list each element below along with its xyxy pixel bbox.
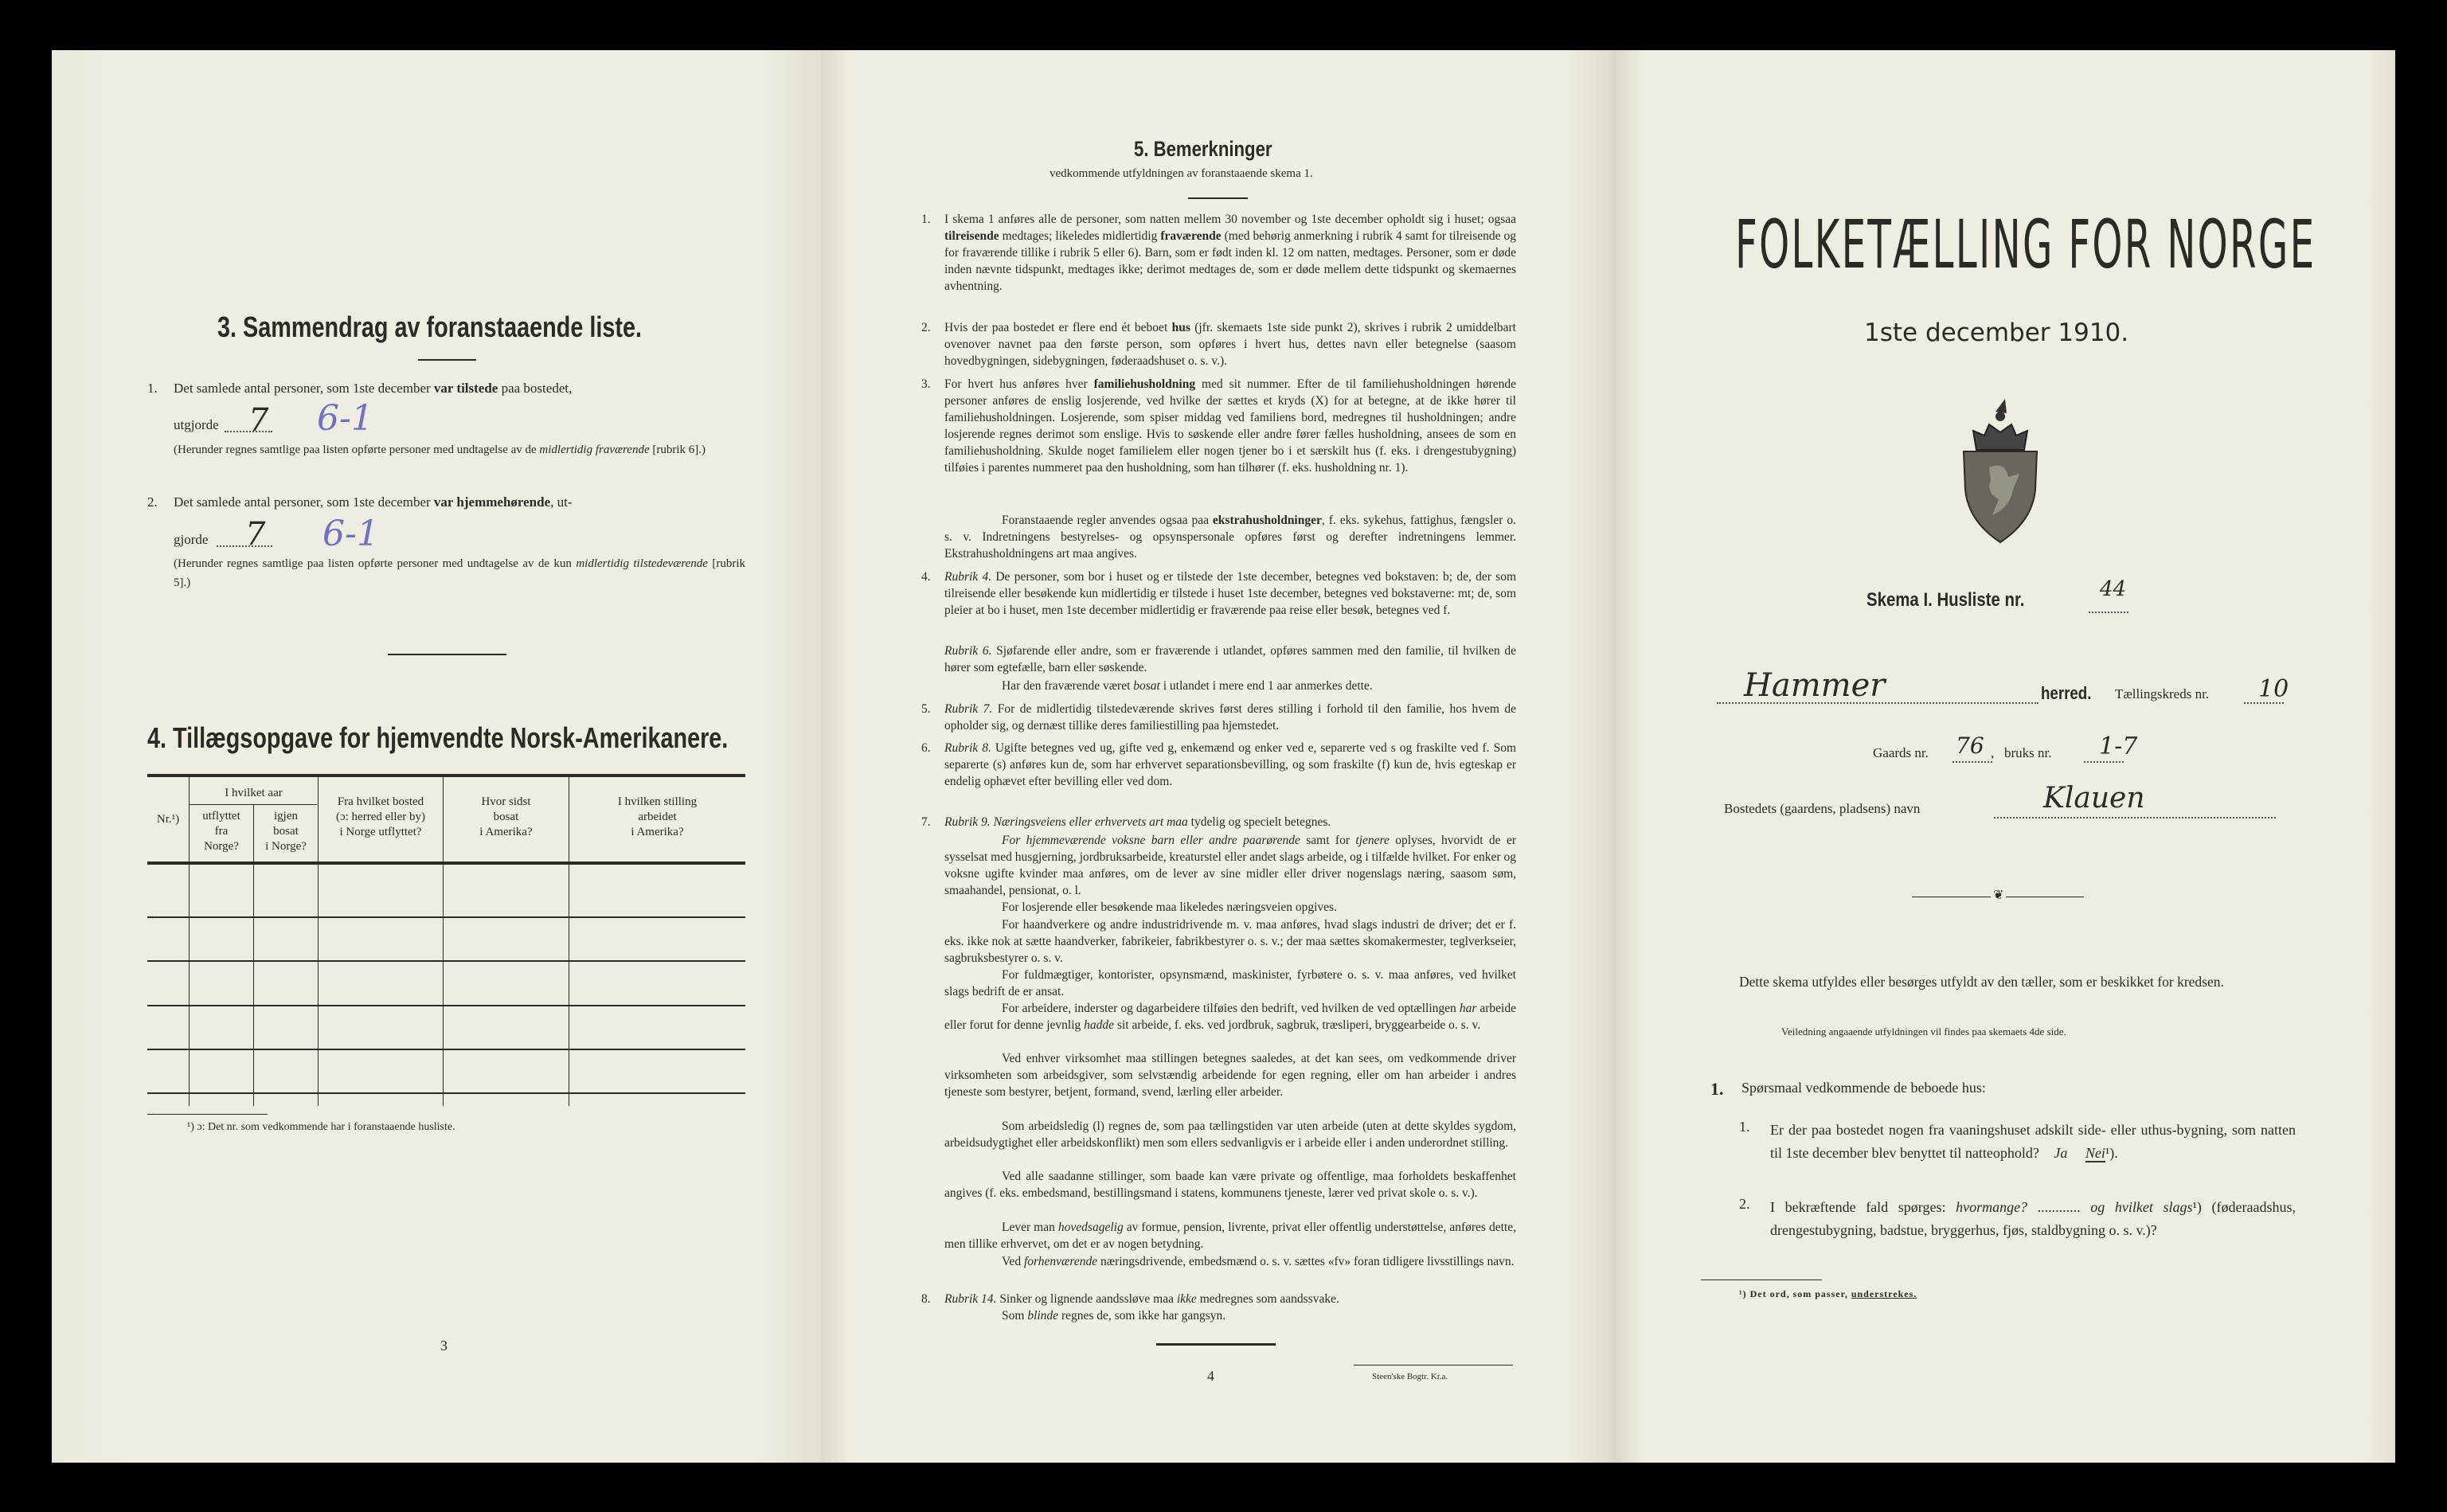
text-segment: hvormange?	[1956, 1199, 2028, 1215]
text-segment: midlertidig fraværende	[539, 443, 650, 456]
remark-7-former	[944, 1253, 1516, 1270]
herred-label	[2041, 683, 2101, 704]
coat-of-arms-icon	[1957, 394, 2043, 544]
header-nr: Nr.¹)	[156, 813, 180, 826]
remark-7-position	[944, 1050, 1516, 1100]
text-segment: Ved	[1002, 1255, 1024, 1268]
remarks-title	[1134, 137, 1303, 162]
kreds-value: 10	[2258, 675, 2289, 703]
heading-text: 4. Tillægsopgave for hjemvendte Norsk-Amerikanere.	[147, 721, 729, 754]
footnote	[1739, 1288, 1917, 1300]
text-segment: fraværende	[1160, 229, 1222, 243]
item-number: 2.	[921, 321, 931, 334]
question-number: 2.	[1739, 1196, 1750, 1212]
printer-credit: Steen'ske Bogtr. Kr.a.	[1372, 1372, 1448, 1381]
text-segment: samt for	[1300, 834, 1356, 847]
page-3-summary	[52, 50, 821, 1463]
text-segment: Rubrik 9.	[944, 815, 991, 829]
text-segment: var tilstede	[433, 381, 498, 396]
section-number: 1.	[1710, 1079, 1724, 1099]
text-segment: hus	[1171, 321, 1190, 334]
table-row	[147, 960, 745, 962]
item-number: 8.	[921, 1292, 931, 1306]
header-returned: igjen bosat i Norge?	[265, 810, 307, 853]
text-segment: For arbeidere, inderster og dagarbeidere tilføies den bedrift, ved hvilken de ved optællingen	[1002, 1002, 1460, 1015]
text-segment: tilreisende	[944, 229, 999, 243]
text-segment: og hvilket slags	[2090, 1199, 2193, 1215]
question-2	[1770, 1196, 2296, 1241]
text-segment: har	[1459, 1002, 1477, 1015]
fill-line	[2089, 611, 2128, 613]
title-text: FOLKETÆLLING FOR NORGE	[1735, 205, 2316, 283]
text-segment: Sjøfarende eller andre, som er fraværende i utlandet, opføres sammen med den familie, til hvilken de hører som egtefælle, barn eller søskende.	[944, 644, 1517, 674]
text-segment: familiehusholdning	[1093, 377, 1196, 391]
handwritten-corrected-count: 6-1	[317, 398, 373, 439]
handwritten-count: 7	[245, 516, 266, 553]
remark-8-blind	[944, 1307, 1516, 1324]
remarks-subtitle: vedkommende utfyldningen av foranstaaende skema 1.	[1050, 167, 1313, 180]
text-segment: , ut-	[550, 494, 573, 510]
question-1-text: Er der paa bostedet nogen fra vaaningshuset adskilt side- eller uthus-bygning, som natten til 1ste december blev benyttet til natteophold?	[1770, 1122, 2296, 1161]
answer-nei-underlined[interactable]: Nei	[2085, 1144, 2105, 1161]
footnote-underlined: understrekes.	[1851, 1288, 1917, 1299]
text-segment: sit arbeide, f. eks. ved jordbruk, sagbruk, træsliperi, bryggearbeide o. s. v.	[1114, 1018, 1481, 1032]
text-segment: ekstrahusholdninger	[1212, 514, 1322, 527]
text-segment: (Herunder regnes samtlige paa listen opførte personer med undtagelse av de	[174, 443, 540, 456]
text-segment: Som	[1002, 1309, 1028, 1323]
text-segment: i utlandet i mere end 1 aar anmerkes dette.	[1159, 679, 1373, 693]
table-header-rule	[147, 861, 745, 865]
text-segment: tjenere	[1355, 834, 1390, 847]
remark-7	[944, 814, 1516, 830]
text-segment: medregnes som aandssvake.	[1196, 1292, 1339, 1306]
text-segment: av formue, pension, livrente, privat eller offentlig understøttelse, anføres dette, men tillike erhvervet, om det er av nogen betydning.	[944, 1221, 1516, 1251]
text-segment: Rubrik 4.	[944, 570, 992, 584]
text-segment: Næringsveiens eller erhvervets art maa	[993, 815, 1188, 829]
item-2-text	[174, 494, 573, 510]
text-segment: arbeide eller forut for denne jevnlig	[944, 1002, 1516, 1032]
text-segment: Sinker og lignende aandssløve maa	[996, 1292, 1177, 1306]
text-segment: For losjerende eller besøkende maa likeledes næringsveien opgives.	[1002, 901, 1337, 914]
table-top-rule	[147, 774, 745, 777]
item-number: 3.	[921, 377, 931, 391]
remark-7-income	[944, 1219, 1516, 1252]
kreds-label: Tællingskreds nr.	[2115, 686, 2210, 701]
text-segment: I skema 1 anføres alle de personer, som natten mellem 30 november og 1ste december opholdt sig i huset; ogsaa	[944, 213, 1516, 226]
footnote-ref: ¹).	[2105, 1144, 2118, 1161]
remark-4-bosat	[944, 678, 1516, 694]
text-segment: Rubrik 8.	[944, 741, 991, 755]
section-4-heading	[147, 721, 874, 755]
husliste-number: 44	[2100, 577, 2127, 601]
text-segment: hadde	[1084, 1018, 1115, 1032]
text-segment: Lever man	[1002, 1221, 1058, 1234]
skema-text: Skema I. Husliste nr.	[1867, 589, 2025, 611]
text-segment: Rubrik 6.	[944, 644, 992, 658]
text-segment: næringsdrivende, embedsmænd o. s. v. sættes «fv» foran tidligere livsstillings navn.	[1097, 1255, 1515, 1268]
header-year-group: I hvilket aar	[225, 787, 283, 799]
table-row	[147, 1092, 745, 1094]
remark-7-family	[944, 832, 1516, 899]
text-segment: For hjemmeværende voksne barn eller andre paarørende	[1002, 834, 1300, 847]
footnote-rule	[147, 1114, 268, 1115]
section-title: Spørsmaal vedkommende de beboede hus:	[1741, 1080, 1986, 1096]
text-segment: Ved alle saadanne stillinger, som baade kan være private og offentlige, maa forholdets beskaffenhet angives (f. eks. embedsmand, bestillingsmand i statens, kommunens tjeneste, lærer ved privat skole o. s. v.).	[944, 1170, 1516, 1200]
text-segment: De personer, som bor i huset og er tilstede der 1ste december, betegnes ved bokstaven: b; de, der som tilreisende eller besøkende kun midlertidig er tilstede i huset 1ste december, betegnes ved bokstaverne: mt; de, som pleier at bo i huset, men 1ste december midlertidig er fraværende paa reise eller besøk, betegnes ved f.	[944, 570, 1517, 617]
item-number: 1.	[921, 213, 931, 226]
bruks-value: 1-7	[2099, 733, 2138, 760]
text-segment: Det samlede antal personer, som 1ste december	[174, 494, 434, 510]
header-occupation: I hvilken stilling arbeidet i Amerika?	[617, 795, 698, 838]
text-segment: medtages; likeledes midlertidig	[999, 229, 1161, 243]
handwritten-count: 7	[248, 402, 269, 439]
item-1-text	[174, 381, 745, 397]
text-segment: Det samlede antal personer, som 1ste december	[174, 381, 434, 396]
remark-3	[944, 376, 1516, 476]
handwritten-corrected-count: 6-1	[322, 514, 379, 554]
fill-label: gjorde	[174, 532, 209, 547]
text-segment: [rubrik 6].)	[649, 443, 706, 456]
remark-7-craftsmen	[944, 916, 1516, 967]
text-segment: paa bostedet,	[498, 381, 573, 396]
text-segment: ikke	[1176, 1292, 1197, 1306]
text-segment: Rubrik 7.	[944, 702, 993, 716]
footnote: ¹) ɔ: Det nr. som vedkommende har i foranstaaende husliste.	[187, 1121, 455, 1133]
table-row	[147, 1049, 745, 1050]
gaards-value: 76	[1956, 733, 1984, 759]
remark-7-clerks	[944, 967, 1516, 1000]
remark-7-public	[944, 1168, 1516, 1201]
bruks-label: , bruks nr.	[1991, 745, 2052, 760]
heading-text: 3. Sammendrag av foranstaaende liste.	[217, 311, 643, 343]
remark-8	[944, 1291, 1516, 1307]
remark-7-unemployed	[944, 1118, 1516, 1151]
text-segment: forhenværende	[1023, 1255, 1098, 1268]
text-segment: For hvert hus anføres hver	[944, 377, 1094, 391]
text-segment: blinde	[1027, 1309, 1059, 1323]
text-segment: For fuldmægtiger, kontorister, opsynsmænd, maskinister, fyrbøtere o. s. v. maa anføres, ved hvilket slags bedrift de er ansat.	[944, 968, 1516, 998]
text-segment: Har den fraværende været	[1002, 679, 1134, 693]
item-number: 6.	[921, 741, 931, 755]
page-number: 3	[440, 1338, 448, 1354]
text-segment: Ugifte betegnes ved ug, gifte ved g, enkemænd og enker ved e, separerte ved s og fraskilte ved f. Som separerte (s) anføres kun de, som har erhvervet separationsbevilling, og som fraskilte (f) kun de, hvis egteskap er endelig ophævet efter bevilling eller ved dom.	[944, 741, 1517, 788]
header-emigrated: utflyttet fra Norge?	[202, 810, 240, 853]
question-1	[1770, 1119, 2296, 1164]
skema-label	[1867, 589, 2052, 611]
text-segment: med sit nummer. Efter de til familiehusholdningen hørende personer anføres de enslig losjerende, ved hvilke der sættes et kryds (X) for at betegne, at de ikke hører til familiehusholdningen. Losjerende, som spiser middag ved familiens bord, medregnes til husholdningen; andre losjerende regnes derimot som enslige. Hvis to søskende eller andre fører fælles husholdning, ansees de som en familiehusholdning. Skulde noget familielem eller nogen tjener bo i et særskilt hus (f. eks. i drengestubygning) tilføies i parentes nummeret paa den husholdning, som han tilhører (f. eks. husholdning nr. 1).	[944, 377, 1516, 475]
text-segment: Ved enhver virksomhet maa stillingen betegnes saaledes, at det kan sees, om vedkommende driver virksomheten som arbeidsgiver, som selvstændig arbeidende for egen regning, eller om han arbeider i andres tjeneste som bestyrer, betjent, formand, svend, lærling eller arbeider.	[944, 1052, 1516, 1099]
fill-line	[1953, 761, 1992, 763]
guide-text: Veiledning angaaende utfyldningen vil findes paa skemaets 4de side.	[1781, 1026, 2066, 1037]
text-segment: Rubrik 14.	[944, 1292, 997, 1306]
item-1-note	[174, 440, 745, 459]
item-2-note	[174, 554, 745, 592]
text-segment: Foranstaaende regler anvendes ogsaa paa	[1002, 514, 1213, 527]
item-number: 2.	[147, 494, 158, 510]
remark-5	[944, 701, 1516, 734]
divider	[1156, 1343, 1276, 1346]
text-segment: bosat	[1133, 679, 1160, 693]
text-segment: oplyses, hvorvidt de er sysselsat med husgjerning, jordbruksarbeide, kreaturstel eller andet slags arbeide, og i tilfælde hvilket. For enker og voksne ugifte kvinder maa anføres, om de lever av sine midler eller driver nogenslags næring, saasom søm, smaahandel, pensionat, o. l.	[944, 834, 1516, 897]
text-segment: hovedsagelig	[1057, 1221, 1124, 1234]
label-text: herred.	[2041, 683, 2092, 703]
text-segment: (Herunder regnes samtlige paa listen opførte personer med undtagelse av de kun	[174, 557, 577, 570]
title-text: 5. Bemerkninger	[1134, 137, 1272, 161]
text-segment: , f. eks. sykehus, fattighus, fængsler o. s. v. Indretningens bestyrelses- og opsynspersonale opføres først og derefter indretningens lemmer. Ekstrahusholdningens art maa angives.	[944, 514, 1516, 561]
remark-3-extra	[944, 512, 1516, 562]
fill-line	[2084, 761, 2124, 763]
item-number: 4.	[921, 570, 931, 584]
text-segment: I bekræftende fald spørges:	[1770, 1199, 1956, 1215]
item-number: 7.	[921, 815, 931, 829]
remark-6	[944, 740, 1516, 790]
fill-label: utgjorde	[174, 417, 219, 432]
text-segment: ............	[2027, 1199, 2091, 1215]
divider	[418, 359, 476, 361]
text-segment: midlertidig tilstedeværende	[576, 557, 708, 570]
remark-7-workers	[944, 1000, 1516, 1033]
census-title	[1735, 205, 2447, 283]
remark-2	[944, 319, 1516, 369]
remark-4	[944, 568, 1516, 619]
text-segment: ¹) (føderaadshus, drengestubygning, badstue, bryggerhus, fjøs, staldbygning o. s. v.)?	[1770, 1199, 2296, 1238]
remark-7-lodgers	[944, 899, 1516, 916]
bosted-value: Klauen	[2043, 782, 2145, 815]
ornament-icon: ❦	[1991, 887, 2006, 903]
text-segment: For haandverkere og andre industridrivende m. v. maa anføres, hvad slags industri de driver; det er f. eks. ikke nok at sætte haandverker, fabrikeier, fabrikbestyrer o. s. v.; der maa sættes skomakermester, teglverkseier, sagbruksbestyrer o. s. v.	[944, 918, 1516, 965]
herred-value: Hammer	[1744, 667, 1886, 704]
text-segment: regnes de, som ikke har gangsyn.	[1058, 1309, 1226, 1323]
text-segment: tydelig og specielt betegnes.	[1187, 815, 1331, 829]
bosted-label: Bostedets (gaardens, pladsens) navn	[1724, 801, 1921, 816]
divider	[388, 654, 506, 655]
text-segment: (jfr. skemaets 1ste side punkt 2), skrives i rubrik 2 umiddelbart ovenover navnet paa den første person, som opføres i hvert hus, dettes navn eller betegnelse (saasom hovedbygningen, sidebygningen, føderaadshuset o. s. v.).	[944, 321, 1516, 368]
footnote-text: ¹) Det ord, som passer,	[1739, 1288, 1851, 1299]
header-last-residence: Hvor sidst bosat i Amerika?	[479, 795, 533, 838]
section-3-heading	[217, 311, 748, 344]
fill-line	[1994, 817, 2276, 819]
remark-1	[944, 211, 1516, 295]
divider	[1188, 197, 1248, 199]
page-number: 4	[1207, 1368, 1214, 1384]
remark-4-rubrik-6	[944, 643, 1516, 676]
item-number: 5.	[921, 702, 931, 716]
table-row	[147, 1005, 745, 1006]
text-segment: For de midlertidig tilstedeværende skrives først deres stilling i forhold til den familie, hos hvem de opholder sig, og dernæst tillike deres familiestilling paa hjemstedet.	[944, 702, 1516, 733]
text-segment: Som arbeidsledig (l) regnes de, som paa tællingstiden var uten arbeide (uten at dette skyldes sygdom, arbeidsudygtighet eller arbeidskonflikt) men som ellers sedvanligvis er i arbeide eller i anden underordnet stilling.	[944, 1119, 1516, 1150]
table-row	[147, 916, 745, 918]
answer-ja[interactable]: Ja	[2054, 1144, 2068, 1161]
header-from-where: Fra hvilket bosted (ɔ: herred eller by) i Norge utflyttet?	[335, 795, 426, 838]
text-segment: var hjemmehørende	[433, 494, 551, 510]
text-segment: (med behørig anmerkning i rubrik 4 samt for tilreisende og for fraværende tillike i rubrik 5 eller 6). Barn, som er født inden kl. 12 om natten, medtages. Personer, som er døde inden nævnte tidspunkt, medtages ikke; derimot medtages de, som er døde mellem dette tidspunkt og skemaernes avhentning.	[944, 229, 1516, 293]
census-date: 1ste december 1910.	[1864, 318, 2129, 347]
text-segment: [rubrik 5].)	[174, 557, 745, 589]
gaards-label: Gaards nr.	[1873, 745, 1929, 760]
item-number: 1.	[147, 381, 158, 396]
intro-text: Dette skema utfyldes eller besørges utfyldt av den tæller, som er beskikket for kredsen.	[1739, 974, 2224, 990]
text-segment: Hvis der paa bostedet er flere end ét beboet	[944, 321, 1172, 334]
question-number: 1.	[1739, 1119, 1750, 1135]
